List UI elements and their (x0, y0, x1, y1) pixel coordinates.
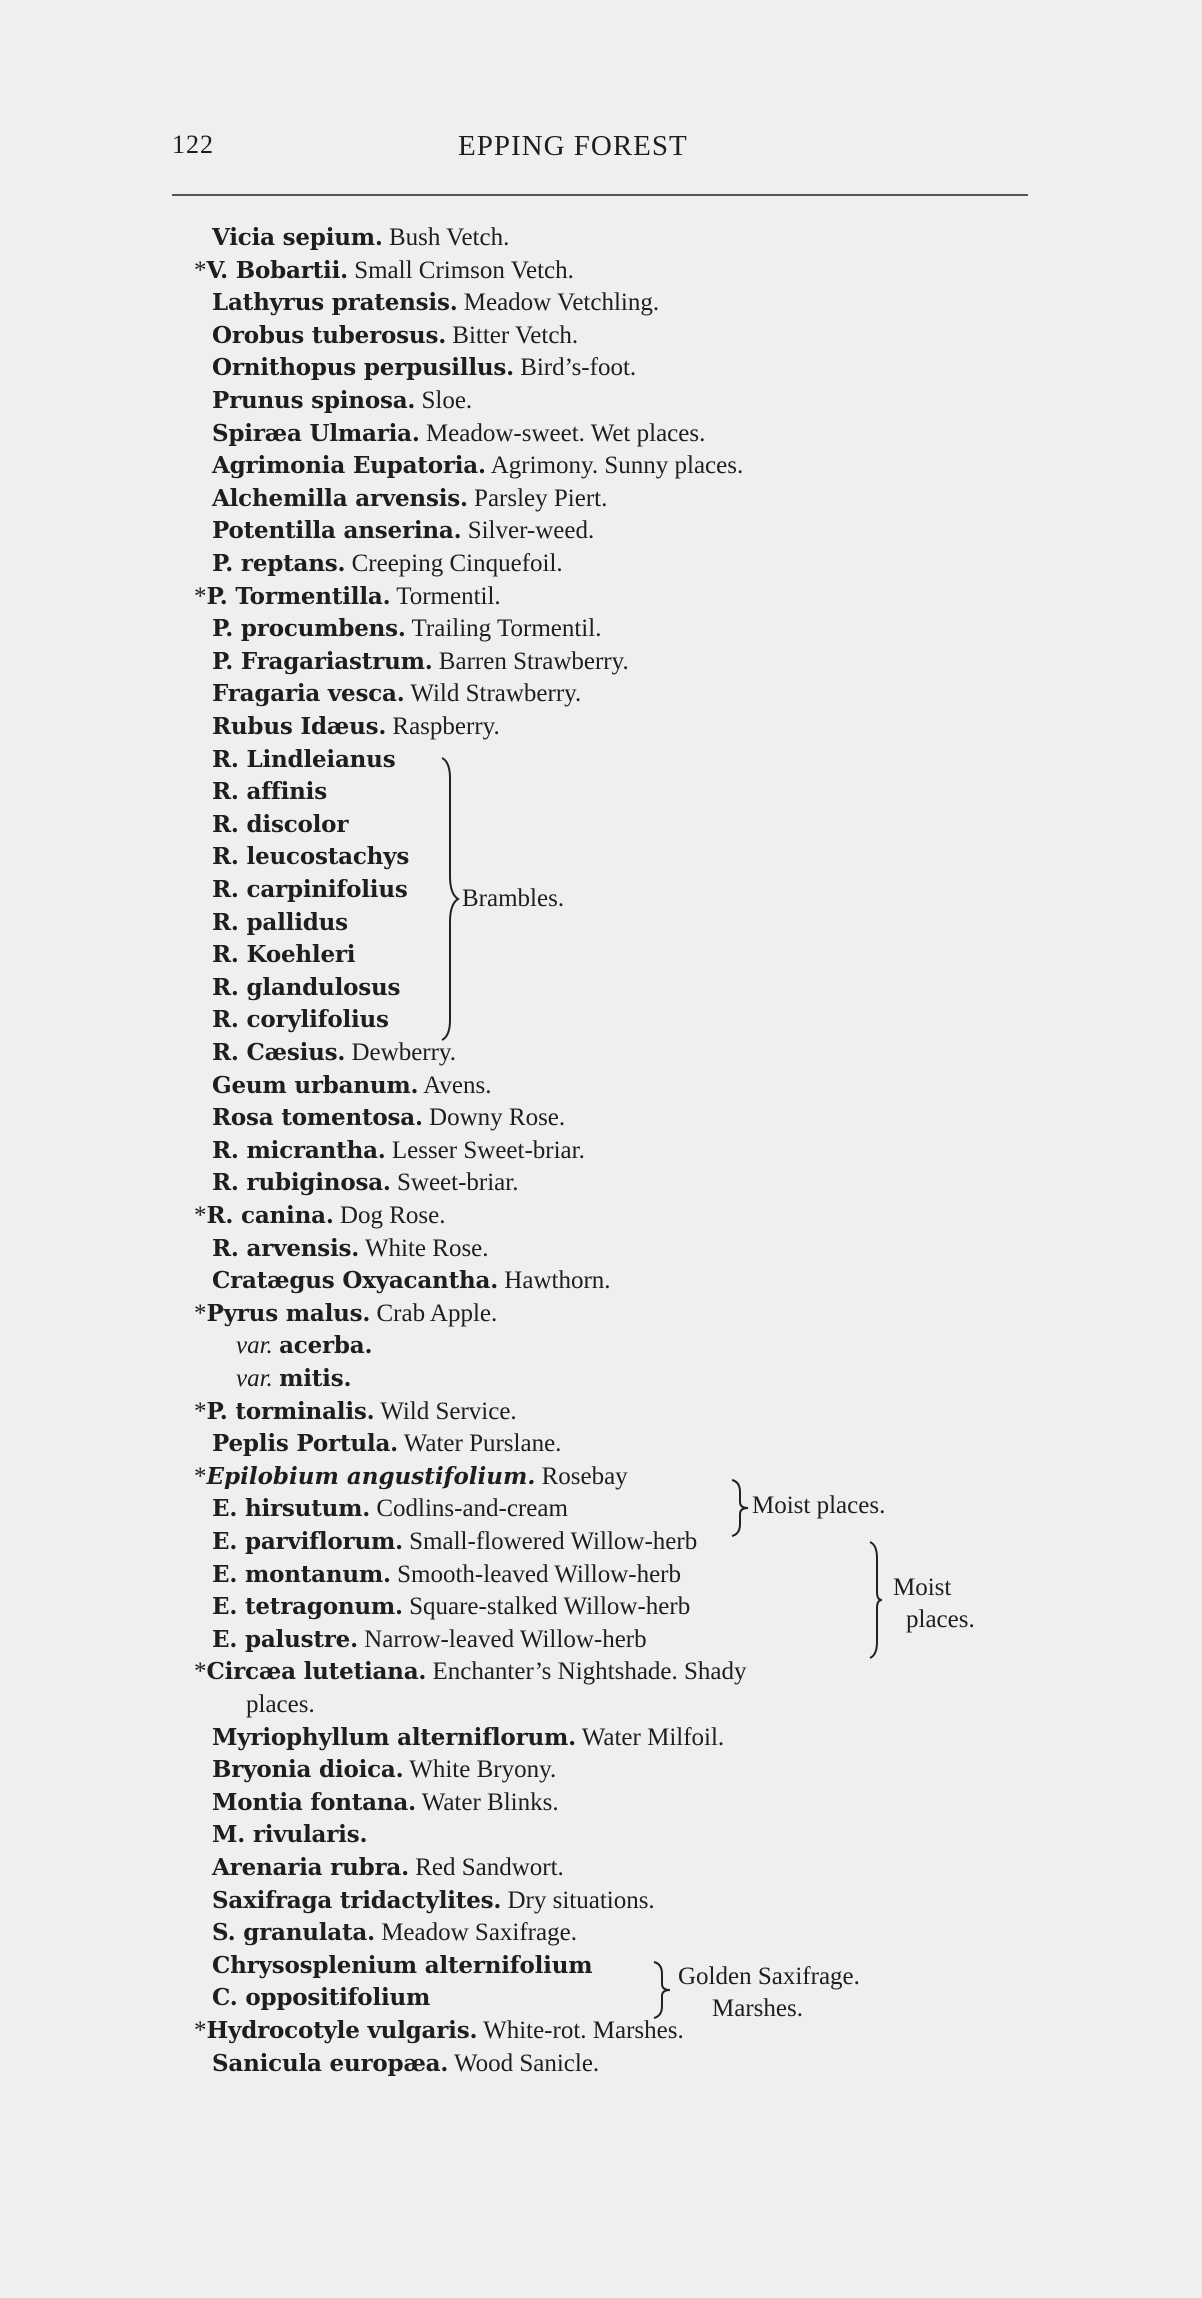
entry-r-caesius (212, 1039, 456, 1067)
native-marker: * (194, 1202, 207, 1229)
common-name: Raspberry. (392, 713, 500, 740)
common-name: Lesser Sweet-briar. (391, 1136, 585, 1164)
latin-name: Ornithopus perpusillus. (212, 354, 514, 382)
common-name: Bitter Vetch. (452, 321, 579, 349)
latin-name: P. Fragariastrum. (212, 647, 433, 675)
common-name: Dewberry. (351, 1039, 457, 1066)
common-name: Crab Apple. (376, 1299, 498, 1327)
latin-name: Hydrocotyle vulgaris. (206, 2017, 478, 2044)
latin-name: R. arvensis. (212, 1234, 360, 1262)
common-name: White Bryony. (409, 1756, 557, 1784)
entry-rosa-tomentosa (212, 1104, 565, 1132)
latin-name: P. procumbens. (212, 615, 406, 643)
entry-r-canina (194, 1202, 445, 1230)
latin-name: Saxifraga tridactylites. (212, 1886, 502, 1914)
common-name: Meadow Vetchling. (463, 289, 660, 317)
epilobium-brace (730, 1480, 750, 1536)
entry-p-fragariastrum (212, 648, 629, 676)
latin-name: P. reptans. (212, 550, 346, 577)
entry-prunus-spinosa (212, 387, 472, 415)
entry-geum-urbanum (212, 1072, 492, 1100)
entry-p-tormentilla (194, 583, 501, 611)
common-name: Small Crimson Vetch. (354, 256, 574, 284)
latin-name: acerba. (279, 1332, 373, 1360)
latin-name: R. canina. (206, 1202, 334, 1229)
entry-r-arvensis (212, 1235, 489, 1263)
common-name: Narrow-leaved Willow-herb (364, 1625, 647, 1653)
marshes-note: Marshes. (712, 1995, 803, 2022)
latin-name: Bryonia dioica. (212, 1756, 404, 1784)
latin-name: R. Cæsius. (212, 1039, 346, 1066)
common-name: Enchanter’s Nightshade. (432, 1658, 678, 1686)
common-name: White-rot. (483, 2017, 587, 2044)
entry-s-granulata (212, 1919, 577, 1947)
latin-name: R. leucostachys (212, 843, 410, 871)
entry-potentilla-anserina (212, 517, 594, 545)
entry-c-oppositifolium (212, 1984, 430, 2012)
page-header (0, 130, 1202, 180)
entry-sanicula-europaea (212, 2050, 599, 2078)
common-name: Bush Vetch. (388, 224, 510, 251)
entry-vicia-sepium (212, 224, 509, 252)
native-marker: * (194, 582, 207, 610)
latin-name: R. carpinifolius (212, 876, 408, 903)
native-marker: * (194, 256, 207, 284)
latin-name: Rubus Idæus. (212, 713, 387, 740)
latin-name: R. affinis (212, 778, 327, 806)
latin-name: Vicia sepium. (212, 224, 383, 251)
common-name: Agrimony. (490, 452, 599, 480)
latin-name: Pyrus malus. (206, 1299, 371, 1327)
common-name: Sweet-briar. (396, 1169, 519, 1197)
latin-name: R. glandulosus (212, 973, 401, 1001)
entry-ornithopus-perpusillus (212, 354, 636, 382)
latin-name: R. discolor (212, 810, 349, 838)
entry-myriophyllum-alterniflorum (212, 1724, 724, 1752)
common-name: Barren Strawberry. (438, 647, 629, 675)
entry-montia-fontana (212, 1789, 559, 1817)
entry-r-affinis (212, 778, 327, 806)
habitat-note: Shady (684, 1658, 747, 1686)
common-name: Tormentil. (396, 582, 501, 610)
latin-name: V. Bobartii. (206, 256, 348, 284)
entry-r-koehleri (212, 941, 355, 969)
latin-name: Epilobium angustifolium. (206, 1462, 536, 1490)
latin-name: E. montanum. (212, 1560, 391, 1588)
entry-r-leucostachys (212, 843, 409, 871)
common-name: Dry situations. (507, 1886, 655, 1914)
habitat-note: Sunny places. (604, 452, 744, 480)
common-name: Creeping Cinquefoil. (351, 550, 563, 577)
common-name: places. (246, 1691, 315, 1718)
chrysosplenium-brace (652, 1962, 672, 2018)
willowherb-brace (868, 1542, 884, 1658)
latin-name: Fragaria vesca. (212, 680, 405, 708)
entry-m-rivularis (212, 1821, 367, 1849)
common-name: Meadow Saxifrage. (381, 1919, 577, 1947)
latin-name: Myriophyllum alterniflorum. (212, 1723, 576, 1751)
common-name: Wood Sanicle. (454, 2049, 600, 2077)
entry-pyrus-malus (194, 1300, 497, 1328)
entry-bryonia-dioica (212, 1756, 556, 1784)
common-name: Wild Strawberry. (410, 680, 582, 708)
latin-name: Arenaria rubra. (212, 1854, 409, 1881)
latin-name: R. Lindleianus (212, 745, 396, 773)
latin-name: Lathyrus pratensis. (212, 289, 458, 317)
entry-e-montanum (212, 1561, 681, 1589)
common-name: Trailing Tormentil. (411, 615, 602, 643)
latin-name: Agrimonia Eupatoria. (212, 452, 486, 480)
entry-e-hirsutum (212, 1495, 568, 1523)
latin-name: M. rivularis. (212, 1821, 368, 1849)
entry-var-mitis (236, 1365, 351, 1393)
header-rule (172, 194, 1028, 196)
native-marker: * (194, 1397, 207, 1425)
common-name: Water Milfoil. (581, 1723, 725, 1751)
common-name: Avens. (423, 1071, 492, 1099)
latin-name: Spiræa Ulmaria. (212, 419, 420, 447)
entry-spiraea-ulmaria (212, 420, 705, 448)
common-name: Water Blinks. (421, 1788, 559, 1816)
brambles-note: Brambles. (462, 885, 565, 912)
latin-name: Cratægus Oxyacantha. (212, 1267, 499, 1295)
entry-r-glandulosus (212, 974, 400, 1002)
latin-name: Rosa tomentosa. (212, 1104, 423, 1132)
entry-r-discolor (212, 811, 348, 839)
willowherb-places-note: places. (906, 1606, 975, 1633)
entry-r-corylifolius (212, 1006, 389, 1034)
entry-e-palustre (212, 1626, 647, 1654)
latin-name: P. torminalis. (206, 1397, 375, 1425)
variety-label: var. (236, 1332, 273, 1360)
native-marker: * (194, 1658, 207, 1686)
latin-name: Peplis Portula. (212, 1430, 398, 1458)
latin-name: E. hirsutum. (212, 1495, 371, 1523)
entry-chrysosplenium-alternifolium (212, 1952, 592, 1980)
common-name: Rosebay (541, 1462, 628, 1490)
entry-p-torminalis (194, 1398, 517, 1426)
common-name: Parsley Piert. (474, 484, 608, 512)
entry-agrimonia-eupatoria (212, 452, 743, 480)
common-name: Wild Service. (380, 1397, 517, 1425)
entry-p-procumbens (212, 615, 601, 643)
common-name: Silver-weed. (467, 517, 595, 545)
entry-circaea-lutetiana (194, 1658, 747, 1686)
latin-name: mitis. (279, 1365, 352, 1392)
latin-name: R. pallidus (212, 908, 348, 936)
common-name: Dog Rose. (339, 1202, 446, 1229)
common-name: Small-flowered Willow-herb (409, 1528, 698, 1555)
entry-peplis-portula (212, 1430, 561, 1458)
entry-fragaria-vesca (212, 680, 581, 708)
latin-name: Montia fontana. (212, 1788, 416, 1816)
native-marker: * (194, 1299, 207, 1327)
common-name: Downy Rose. (429, 1104, 566, 1132)
entry-saxifraga-tridactylites (212, 1887, 655, 1915)
common-name: Smooth-leaved Willow-herb (397, 1560, 682, 1588)
latin-name: E. parviflorum. (212, 1528, 403, 1555)
entry-e-parviflorum (212, 1528, 697, 1556)
entry-var-acerba (236, 1332, 372, 1360)
entry-hydrocotyle-vulgaris (194, 2017, 684, 2045)
entry-r-pallidus (212, 909, 348, 937)
latin-name: Circæa lutetiana. (206, 1658, 427, 1686)
latin-name: S. granulata. (212, 1919, 375, 1947)
entry-orobus-tuberosus (212, 322, 578, 350)
entry-epilobium-angustifolium (194, 1463, 628, 1491)
latin-name: Sanicula europæa. (212, 2049, 449, 2077)
common-name: Meadow-sweet. (425, 419, 585, 447)
native-marker: * (194, 2017, 207, 2044)
latin-name: R. Koehleri (212, 941, 356, 969)
entry-places-continuation (246, 1691, 315, 1719)
variety-label: var. (236, 1365, 273, 1392)
common-name: Hawthorn. (504, 1267, 611, 1295)
epilobium-moist-places-note: Moist places. (752, 1492, 886, 1519)
habitat-note: Marshes. (592, 2017, 684, 2044)
latin-name: Geum urbanum. (212, 1071, 419, 1099)
entry-v-bobartii (194, 257, 574, 285)
latin-name: E. tetragonum. (212, 1593, 403, 1621)
common-name: Red Sandwort. (415, 1854, 564, 1881)
native-marker: * (194, 1462, 207, 1490)
common-name: Water Purslane. (403, 1430, 562, 1458)
running-title: EPPING FOREST (458, 130, 688, 162)
latin-name: R. corylifolius (212, 1006, 389, 1034)
common-name: Square-stalked Willow-herb (409, 1593, 691, 1621)
page-number: 122 (172, 130, 214, 159)
common-name: Codlins-and-cream (376, 1495, 568, 1523)
entry-lathyrus-pratensis (212, 289, 659, 317)
willowherb-moist-note: Moist (893, 1574, 952, 1601)
entry-r-rubiginosa (212, 1169, 518, 1197)
entry-alchemilla-arvensis (212, 485, 607, 513)
latin-name: Chrysosplenium alternifolium (212, 1951, 593, 1979)
common-name: Bird’s-foot. (520, 354, 637, 382)
latin-name: R. micrantha. (212, 1136, 386, 1164)
latin-name: Potentilla anserina. (212, 517, 462, 545)
entry-p-reptans (212, 550, 563, 578)
entry-r-lindleianus (212, 746, 395, 774)
entry-r-carpinifolius (212, 876, 408, 904)
brambles-brace (438, 758, 458, 1040)
entry-e-tetragonum (212, 1593, 690, 1621)
latin-name: Orobus tuberosus. (212, 321, 447, 349)
golden-saxifrage-note: Golden Saxifrage. (678, 1963, 860, 1990)
latin-name: R. rubiginosa. (212, 1169, 391, 1197)
entry-r-micrantha (212, 1137, 585, 1165)
entry-crataegus-oxyacantha (212, 1267, 611, 1295)
latin-name: Alchemilla arvensis. (212, 484, 468, 512)
latin-name: P. Tormentilla. (206, 582, 391, 610)
common-name: White Rose. (364, 1234, 489, 1262)
entry-rubus-idaeus (212, 713, 500, 741)
latin-name: C. oppositifolium (212, 1984, 431, 2012)
entry-arenaria-rubra (212, 1854, 564, 1882)
common-name: Sloe. (421, 387, 473, 414)
latin-name: E. palustre. (212, 1625, 358, 1653)
habitat-note: Wet places. (590, 419, 706, 447)
latin-name: Prunus spinosa. (212, 387, 416, 414)
